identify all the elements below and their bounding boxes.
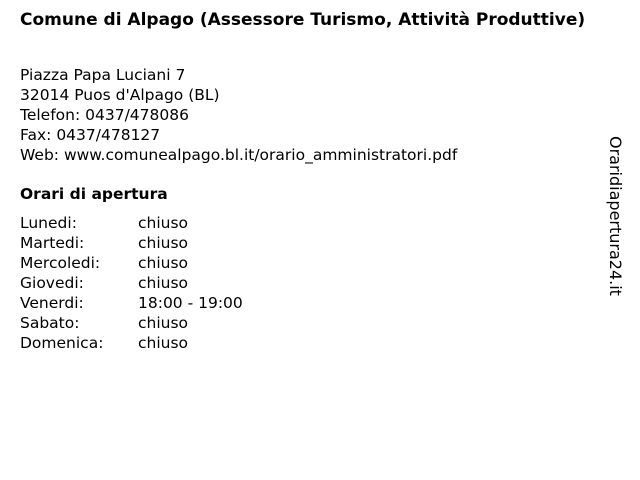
time-value: chiuso [138, 274, 189, 292]
day-label: Venerdi: [20, 294, 84, 312]
time-value: chiuso [138, 334, 189, 352]
phone-number: Telefon: 0437/478086 [20, 106, 189, 124]
time-value: chiuso [138, 314, 189, 332]
day-label: Giovedi: [20, 274, 84, 292]
opening-hours-heading: Orari di apertura [20, 185, 168, 203]
day-label: Lunedi: [20, 214, 77, 232]
time-value: chiuso [138, 234, 189, 252]
day-label: Mercoledi: [20, 254, 101, 272]
time-value: chiuso [138, 254, 189, 272]
fax-number: Fax: 0437/478127 [20, 126, 161, 144]
day-label: Sabato: [20, 314, 80, 332]
website-link[interactable]: Web: www.comunealpago.bl.it/orario_amministratori.pdf [20, 146, 458, 164]
time-value: 18:00 - 19:00 [138, 294, 243, 312]
page-title: Comune di Alpago (Assessore Turismo, Attività Produttive) [20, 10, 586, 30]
day-label: Martedi: [20, 234, 85, 252]
day-label: Domenica: [20, 334, 104, 352]
address-block [20, 65, 457, 165]
time-value: chiuso [138, 214, 189, 232]
city-address: 32014 Puos d'Alpago (BL) [20, 86, 220, 104]
street-address: Piazza Papa Luciani 7 [20, 66, 186, 84]
site-watermark: Oraridiapertura24.it [606, 136, 625, 296]
